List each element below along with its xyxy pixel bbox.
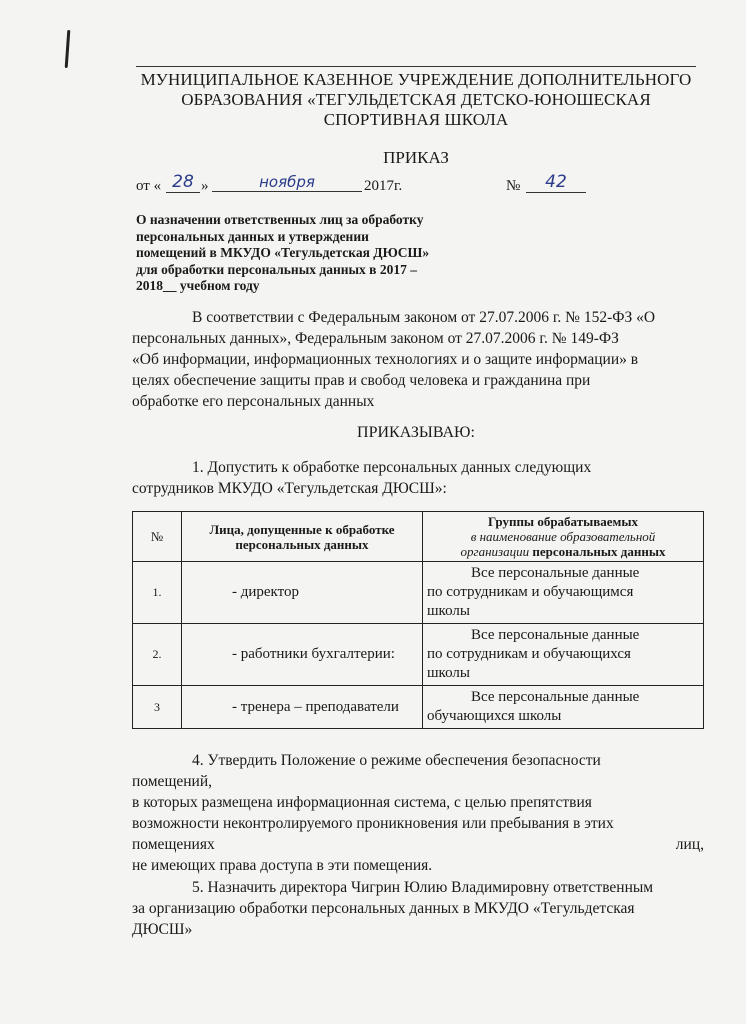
row-number: 3 [133, 686, 182, 729]
organization-name [136, 70, 696, 130]
subject-line: О назначении ответственных лиц за обработку [136, 212, 424, 227]
header-number: № [133, 512, 182, 562]
item-4-line: в которых размещена информационная система, с целью препятствия [132, 794, 592, 811]
item-5-line: за организацию обработки персональных данных в МКУДО «Тегульдетская [132, 900, 635, 917]
header-groups-line [427, 529, 699, 544]
subject-line: 2018__ учебном году [136, 278, 260, 293]
row-groups-line: Все персональные данные [471, 565, 640, 581]
row-number: 2. [133, 624, 182, 686]
row-groups-line: по сотрудникам и обучающимся [427, 584, 634, 600]
table-row [133, 624, 704, 686]
row-groups-line: Все персональные данные [471, 627, 640, 643]
order-date-line [136, 172, 696, 200]
header-persons [182, 512, 423, 562]
date-quote: » [201, 178, 209, 194]
item-1-paragraph [132, 457, 704, 499]
row-groups [423, 562, 704, 624]
item-4-line: не имеющих права доступа в эти помещения. [132, 857, 433, 874]
header-persons-line: Лица, допущенные к обработке [209, 521, 395, 537]
handwritten-stroke [65, 30, 71, 68]
preamble-line: «Об информации, информационных технологиях и о защите информации» в [132, 351, 639, 368]
header-persons-line: персональных данных [235, 536, 369, 552]
item-5-line: ДЮСШ» [132, 921, 193, 938]
organization-line: МУНИЦИПАЛЬНОЕ КАЗЕННОЕ УЧРЕЖДЕНИЕ ДОПОЛНИТЕЛЬНОГО [140, 70, 692, 89]
organization-line: ОБРАЗОВАНИЯ «ТЕГУЛЬДЕТСКАЯ ДЕТСКО-ЮНОШЕСКАЯ [181, 90, 651, 109]
row-groups-line: по сотрудникам и обучающихся [427, 646, 631, 662]
table-row [133, 562, 704, 624]
row-groups-line: школы [427, 665, 470, 681]
order-number-label: № [506, 178, 521, 194]
organization-line: СПОРТИВНАЯ ШКОЛА [323, 110, 509, 129]
row-groups-line: школы [427, 603, 470, 619]
row-person: - тренера – преподаватели [182, 686, 423, 729]
table-row [133, 686, 704, 729]
row-person: - работники бухгалтерии: [182, 624, 423, 686]
row-person: - директор [182, 562, 423, 624]
header-groups-fragment: персональных данных [529, 544, 666, 559]
item-1-line: сотрудников МКУДО «Тегульдетская ДЮСШ»: [132, 480, 447, 497]
date-from-label: от « [136, 178, 162, 194]
preamble-line: В соответствии с Федеральным законом от 27.07.2006 г. № 152-ФЗ «О [192, 309, 656, 326]
preamble-line: обработке его персональных данных [132, 393, 375, 410]
item-4-split-line [132, 834, 704, 855]
subject-line: персональных данных и утверждении [136, 228, 369, 244]
item-4-line: помещений, [132, 773, 213, 790]
preamble-line: целях обеспечение защиты прав и свобод человека и гражданина при [132, 372, 591, 389]
order-keyword: ПРИКАЗЫВАЮ: [357, 424, 475, 441]
preamble-line: персональных данных», Федеральным законом от 27.07.2006 г. № 149-ФЗ [132, 330, 619, 347]
order-subject [136, 212, 476, 295]
row-number: 1. [133, 562, 182, 624]
row-groups-line: обучающихся школы [427, 708, 562, 724]
item-4-line: возможности неконтролируемого проникновения или пребывания в этих [132, 815, 614, 832]
item-4-line: 4. Утвердить Положение о режиме обеспечения безопасности [192, 752, 601, 769]
order-month: ноября [212, 173, 362, 192]
item-4-paragraph [132, 750, 704, 876]
personnel-table [132, 511, 704, 729]
row-groups [423, 686, 704, 729]
header-groups-fragment: организации [460, 544, 530, 559]
row-groups [423, 624, 704, 686]
preamble-paragraph [132, 307, 704, 412]
header-groups-fragment: в [470, 529, 480, 544]
item-5-line: 5. Назначить директора Чигрин Юлию Владимировну ответственным [192, 879, 654, 896]
header-groups-line: Группы обрабатываемых [487, 514, 639, 529]
header-groups-line [427, 544, 699, 559]
header-groups [423, 512, 704, 562]
order-day: 28 [166, 172, 200, 193]
item-5-paragraph [132, 877, 704, 940]
table-header-row [133, 512, 704, 562]
header-groups-fragment: наименование образовательной [479, 529, 656, 544]
row-groups-line: Все персональные данные [471, 689, 640, 705]
item-4-line: помещениях [132, 836, 215, 853]
item-1-line: 1. Допустить к обработке персональных данных следующих [192, 459, 592, 476]
order-number: 42 [526, 172, 586, 193]
subject-line: помещений в МКУДО «Тегульдетская ДЮСШ» [136, 245, 430, 260]
subject-line: для обработки персональных данных в 2017 – [136, 261, 417, 277]
item-4-line: лиц, [675, 836, 704, 853]
document-title: ПРИКАЗ [383, 148, 449, 167]
order-year: 2017г. [364, 178, 403, 194]
header-rule [136, 66, 696, 67]
